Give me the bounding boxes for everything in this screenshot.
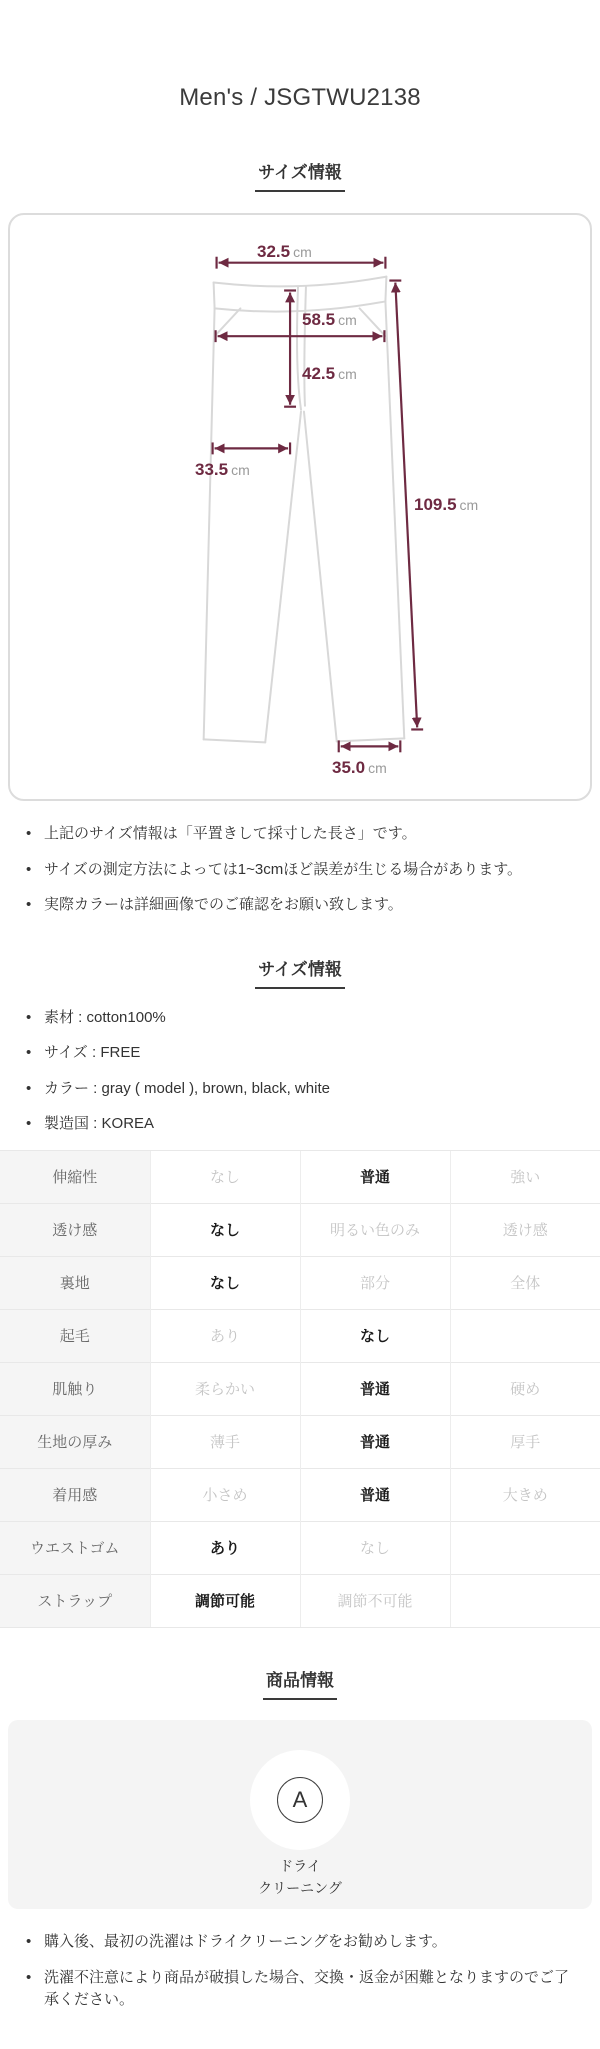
attribute-option: 全体	[450, 1256, 600, 1309]
note-item: • 上記のサイズ情報は「平置きして採寸した長さ」です。	[25, 823, 582, 846]
care-symbol-circle	[250, 1750, 350, 1850]
product-info-notes	[0, 1931, 600, 2049]
section-header-size-info: サイズ情報	[255, 955, 345, 989]
product-title: Men's / JSGTWU2138	[179, 84, 421, 111]
attribute-row	[0, 1574, 600, 1627]
measure-label-length: 109.5 cm	[414, 495, 479, 514]
care-instructions-panel	[8, 1720, 592, 1910]
attribute-option: 薄手	[150, 1415, 300, 1468]
attribute-option: 小さめ	[150, 1468, 300, 1521]
attribute-option-selected: あり	[150, 1521, 300, 1574]
attribute-label: 起毛	[0, 1309, 150, 1362]
attribute-row	[0, 1256, 600, 1309]
dry-cleaning-icon: A	[277, 1777, 323, 1823]
list-item: • サイズ : FREE	[25, 1042, 582, 1065]
list-item: • 素材 : cotton100%	[25, 1007, 582, 1030]
pants-outline	[204, 277, 405, 743]
measure-label-waist: 32.5 cm	[257, 242, 312, 261]
attribute-row	[0, 1415, 600, 1468]
attribute-option-selected: 普通	[300, 1468, 450, 1521]
attribute-label: 裏地	[0, 1256, 150, 1309]
attribute-option: なし	[300, 1521, 450, 1574]
attribute-option: 透け感	[450, 1203, 600, 1256]
attribute-label: 生地の厚み	[0, 1415, 150, 1468]
attribute-label: 透け感	[0, 1203, 150, 1256]
size-diagram-notes	[0, 823, 600, 917]
section-header-product-info: 商品情報	[263, 1666, 337, 1700]
attribute-row	[0, 1362, 600, 1415]
list-item: • 製造国 : KOREA	[25, 1113, 582, 1136]
note-item: • 実際カラーは詳細画像でのご確認をお願い致します。	[25, 894, 582, 917]
attribute-label: 着用感	[0, 1468, 150, 1521]
attribute-option-selected: 調節可能	[150, 1574, 300, 1627]
attribute-option	[450, 1574, 600, 1627]
attribute-label: ウエストゴム	[0, 1521, 150, 1574]
attribute-option: 柔らかい	[150, 1362, 300, 1415]
attribute-option-selected: 普通	[300, 1362, 450, 1415]
measure-label-rise: 42.5 cm	[302, 364, 357, 383]
attribute-label: ストラップ	[0, 1574, 150, 1627]
note-item: • サイズの測定方法によっては1~3cmほど誤差が生じる場合があります。	[25, 859, 582, 882]
pants-measurement-diagram	[10, 215, 590, 799]
attribute-row	[0, 1203, 600, 1256]
list-item: • カラー : gray ( model ), brown, black, white	[25, 1078, 582, 1101]
attribute-option-selected: 普通	[300, 1150, 450, 1203]
size-info-list	[0, 1007, 600, 1136]
care-label: ドライ クリーニング	[258, 1857, 342, 1896]
attribute-row	[0, 1468, 600, 1521]
attribute-option: 硬め	[450, 1362, 600, 1415]
attribute-option: 部分	[300, 1256, 450, 1309]
attribute-option-selected: なし	[150, 1203, 300, 1256]
measure-label-thigh: 33.5 cm	[195, 460, 250, 479]
measure-label-hem: 35.0 cm	[332, 758, 387, 777]
attribute-option-selected: なし	[300, 1309, 450, 1362]
attribute-row	[0, 1521, 600, 1574]
note-item: • 洗濯不注意により商品が破損した場合、交換・返金が困難となりますのでご了承ください。	[25, 1967, 582, 2012]
section-header-size-diagram: サイズ情報	[255, 158, 345, 192]
attribute-option	[450, 1309, 600, 1362]
attribute-option-selected: 普通	[300, 1415, 450, 1468]
attribute-option: なし	[150, 1150, 300, 1203]
attribute-option: 明るい色のみ	[300, 1203, 450, 1256]
attribute-option: 強い	[450, 1150, 600, 1203]
attribute-row	[0, 1309, 600, 1362]
attribute-option-selected: なし	[150, 1256, 300, 1309]
note-item: • 購入後、最初の洗濯はドライクリーニングをお勧めします。	[25, 1931, 582, 1954]
attribute-option: 大きめ	[450, 1468, 600, 1521]
attribute-option	[450, 1521, 600, 1574]
attribute-label: 肌触り	[0, 1362, 150, 1415]
attributes-table	[0, 1150, 600, 1628]
size-diagram-panel	[8, 213, 592, 801]
measure-label-hip: 58.5 cm	[302, 310, 357, 329]
measure-arrows	[213, 257, 424, 753]
attribute-row	[0, 1150, 600, 1203]
attribute-option: あり	[150, 1309, 300, 1362]
attribute-option: 厚手	[450, 1415, 600, 1468]
attribute-option: 調節不可能	[300, 1574, 450, 1627]
attribute-label: 伸縮性	[0, 1150, 150, 1203]
